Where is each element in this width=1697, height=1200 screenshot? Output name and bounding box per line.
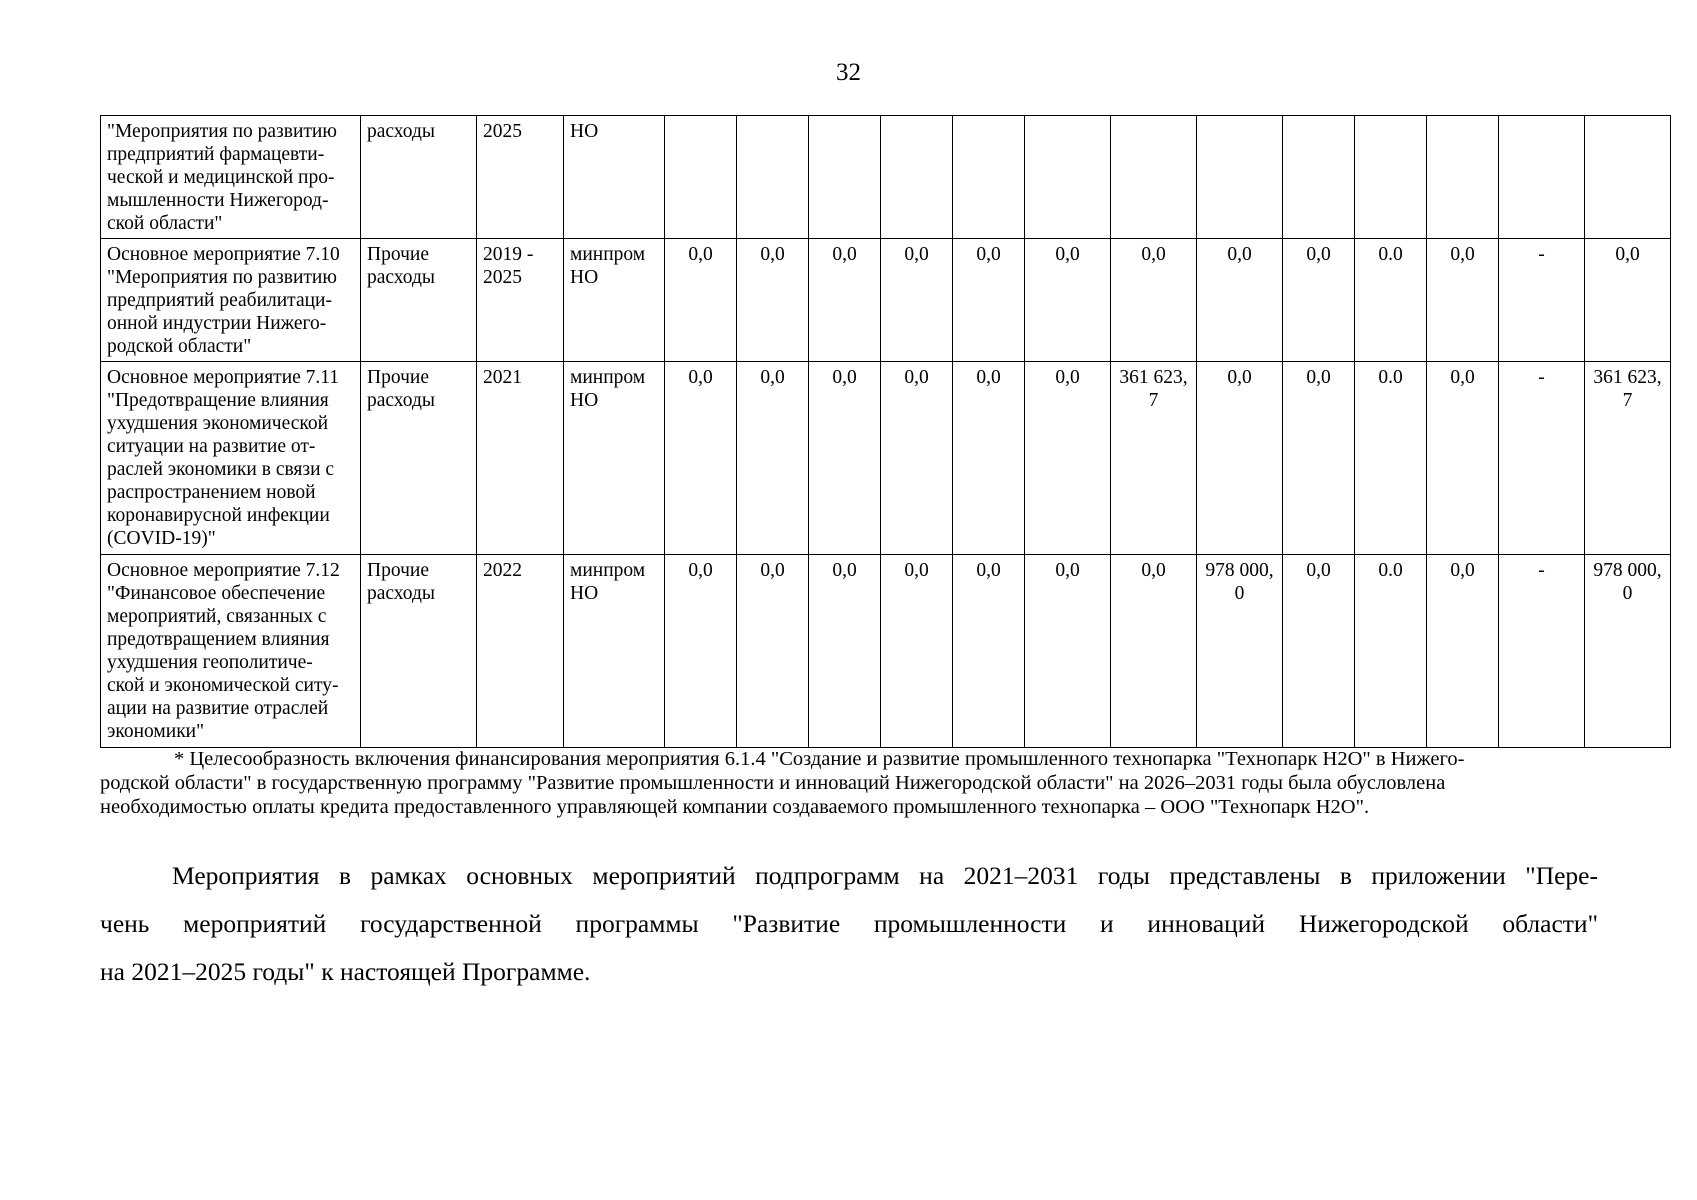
value-cell: 0,0 (953, 362, 1025, 555)
value-cell: 361 623, 7 (1585, 362, 1671, 555)
value-cell: - (1499, 362, 1585, 555)
expense-type-cell: расходы (361, 116, 477, 239)
value-cell: 0,0 (1111, 239, 1197, 362)
value-cell: 0.0 (1355, 555, 1427, 748)
executor-cell: НО (564, 116, 665, 239)
value-cell: 0,0 (1427, 239, 1499, 362)
value-cell: 0,0 (1111, 555, 1197, 748)
value-cell: 0,0 (665, 362, 737, 555)
value-cell: - (1499, 555, 1585, 748)
period-cell: 2019 - 2025 (477, 239, 564, 362)
paragraph-line: чень мероприятий государственной программы "Развитие промышленности и инноваций Нижегородской области" (100, 909, 1598, 938)
value-cell (953, 116, 1025, 239)
value-cell (1197, 116, 1283, 239)
value-cell: 0,0 (881, 239, 953, 362)
value-cell: 0,0 (809, 555, 881, 748)
value-cell: 0,0 (809, 362, 881, 555)
value-cell: 0,0 (881, 362, 953, 555)
executor-cell: минпром НО (564, 239, 665, 362)
value-cell (809, 116, 881, 239)
event-name-cell: Основное мероприятие 7.11 "Предотвращение влияния ухудшения экономической ситуации на развитие от- раслей экономики в связи с распространением новой коронавирусной инфекции (COVID-19)" (101, 362, 361, 555)
value-cell: 0,0 (1427, 555, 1499, 748)
body-paragraph (100, 852, 1598, 996)
value-cell: 0,0 (737, 239, 809, 362)
table-row (101, 362, 1671, 555)
value-cell: 0,0 (953, 555, 1025, 748)
period-cell: 2022 (477, 555, 564, 748)
period-cell: 2025 (477, 116, 564, 239)
paragraph-line: на 2021–2025 годы" к настоящей Программе. (100, 957, 591, 986)
footnote-line: родской области" в государственную программу "Развитие промышленности и инноваций Нижегородской области" на 2026–2031 годы была обусловлена (100, 772, 1446, 794)
value-cell: 0,0 (1283, 555, 1355, 748)
value-cell (1585, 116, 1671, 239)
value-cell: 0,0 (1585, 239, 1671, 362)
value-cell: 0.0 (1355, 362, 1427, 555)
value-cell: - (1499, 239, 1585, 362)
value-cell: 0,0 (665, 239, 737, 362)
footnote (100, 747, 1600, 819)
value-cell (1283, 116, 1355, 239)
value-cell: 978 000, 0 (1585, 555, 1671, 748)
value-cell (1427, 116, 1499, 239)
paragraph-line: Мероприятия в рамках основных мероприятий подпрограмм на 2021–2031 годы представлены в приложении "Пере- (172, 861, 1598, 890)
value-cell: 0,0 (809, 239, 881, 362)
value-cell: 0,0 (953, 239, 1025, 362)
value-cell: 0,0 (1025, 362, 1111, 555)
event-name-cell: Основное мероприятие 7.12 "Финансовое обеспечение мероприятий, связанных с предотвращением влияния ухудшения геополитиче- ской и экономической ситу- ации на развитие отраслей экономики" (101, 555, 361, 748)
value-cell: 0,0 (1197, 239, 1283, 362)
page-number: 32 (836, 59, 861, 86)
value-cell: 0,0 (1283, 239, 1355, 362)
value-cell (1355, 116, 1427, 239)
value-cell: 0,0 (1283, 362, 1355, 555)
footnote-line: необходимостью оплаты кредита предоставленного управляющей компании создаваемого промышленного технопарка – ООО "Технопарк H2O". (100, 796, 1370, 818)
value-cell (1111, 116, 1197, 239)
expense-type-cell: Прочие расходы (361, 555, 477, 748)
expense-type-cell: Прочие расходы (361, 239, 477, 362)
value-cell (881, 116, 953, 239)
event-name-cell: Основное мероприятие 7.10 "Мероприятия по развитию предприятий реабилитаци- онной индустрии Нижего- родской области" (101, 239, 361, 362)
table-row (101, 116, 1671, 239)
value-cell: 0,0 (1427, 362, 1499, 555)
value-cell (665, 116, 737, 239)
table-row (101, 555, 1671, 748)
footnote-line: * Целесообразность включения финансирования мероприятия 6.1.4 "Создание и развитие промышленного технопарка "Технопарк H2O" в Нижего- (174, 748, 1465, 770)
value-cell: 0.0 (1355, 239, 1427, 362)
value-cell: 0,0 (737, 555, 809, 748)
value-cell: 0,0 (665, 555, 737, 748)
value-cell (737, 116, 809, 239)
period-cell: 2021 (477, 362, 564, 555)
value-cell: 0,0 (737, 362, 809, 555)
executor-cell: минпром НО (564, 555, 665, 748)
value-cell: 0,0 (1197, 362, 1283, 555)
value-cell: 0,0 (1025, 555, 1111, 748)
value-cell: 978 000, 0 (1197, 555, 1283, 748)
value-cell (1025, 116, 1111, 239)
financing-table (100, 115, 1671, 748)
table-row (101, 239, 1671, 362)
event-name-cell: "Мероприятия по развитию предприятий фармацевти- ческой и медицинской про- мышленности Нижегород- ской области" (101, 116, 361, 239)
value-cell: 0,0 (881, 555, 953, 748)
value-cell: 0,0 (1025, 239, 1111, 362)
value-cell: 361 623, 7 (1111, 362, 1197, 555)
expense-type-cell: Прочие расходы (361, 362, 477, 555)
executor-cell: минпром НО (564, 362, 665, 555)
value-cell (1499, 116, 1585, 239)
